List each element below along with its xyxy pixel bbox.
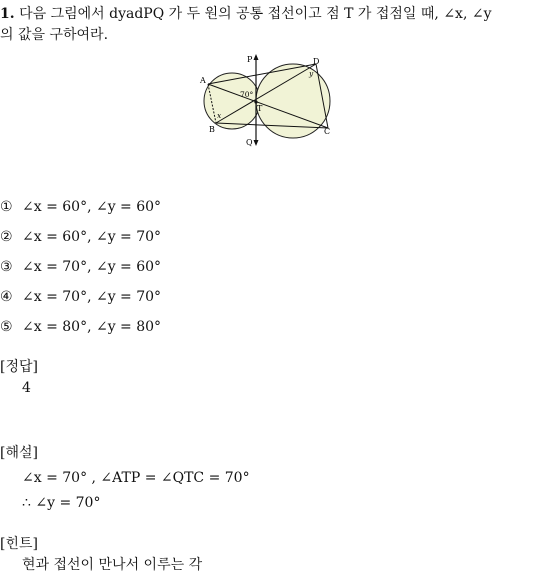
- explanation-line-2: ∴ ∠y = 70°: [22, 495, 101, 511]
- arrow-p: [254, 54, 259, 60]
- small-circle: [204, 73, 260, 129]
- label-p: P: [247, 55, 253, 64]
- tangent-circles-figure: [196, 52, 340, 148]
- choice-2-mark: ②: [0, 229, 13, 245]
- answer-value: 4: [22, 380, 31, 396]
- choice-3-mark: ③: [0, 259, 13, 275]
- explanation-line-1: ∠x = 70° , ∠ATP = ∠QTC = 70°: [22, 470, 250, 486]
- choice-1[interactable]: [0, 192, 161, 222]
- explanation-section: [0, 443, 250, 514]
- label-a: A: [200, 76, 206, 85]
- label-x: x: [217, 111, 222, 120]
- choice-3-text: ∠x = 70°, ∠y = 60°: [22, 259, 162, 275]
- choice-4-mark: ④: [0, 289, 13, 305]
- label-t: T: [257, 104, 263, 113]
- choice-1-text: ∠x = 60°, ∠y = 60°: [22, 199, 162, 215]
- hint-section: [0, 534, 202, 576]
- choice-2-text: ∠x = 60°, ∠y = 70°: [22, 229, 162, 245]
- label-d: D: [313, 57, 320, 66]
- choice-1-mark: ①: [0, 199, 13, 215]
- label-y: y: [309, 69, 314, 78]
- arrow-q: [254, 140, 259, 146]
- choice-5-text: ∠x = 80°, ∠y = 80°: [22, 319, 162, 335]
- problem-statement: [0, 4, 534, 46]
- choice-2[interactable]: [0, 222, 161, 252]
- choice-list: [0, 192, 161, 342]
- label-angle-70: 70°: [240, 90, 254, 99]
- choice-5-mark: ⑤: [0, 319, 13, 335]
- hint-text: 현과 접선이 만나서 이루는 각: [22, 557, 203, 573]
- label-q: Q: [246, 138, 253, 147]
- problem-text: 다음 그림에서 dyadPQ 가 두 원의 공통 접선이고 점 T 가 접점일 때, ∠x, ∠y: [19, 6, 492, 22]
- answer-title: [정답]: [0, 359, 38, 375]
- problem-number: 1.: [0, 6, 15, 22]
- problem-text-2: 의 값을 구하여라.: [0, 27, 109, 43]
- choice-4-text: ∠x = 70°, ∠y = 70°: [22, 289, 162, 305]
- choice-5[interactable]: [0, 312, 161, 342]
- choice-3[interactable]: [0, 252, 161, 282]
- hint-title: [힌트]: [0, 536, 38, 552]
- answer-section: [0, 357, 38, 399]
- explanation-title: [해설]: [0, 445, 38, 461]
- label-b: B: [209, 125, 215, 134]
- label-c: C: [324, 127, 331, 136]
- choice-4[interactable]: [0, 282, 161, 312]
